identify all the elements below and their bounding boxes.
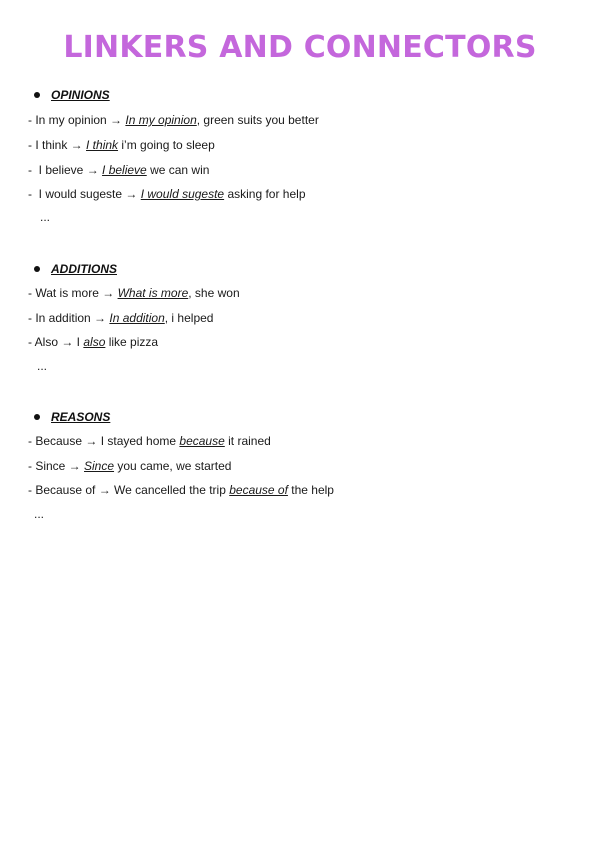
bullet-icon [34, 266, 40, 272]
ellipsis: ... [40, 210, 51, 224]
item-prefix: - Since → [28, 459, 85, 473]
list-item [28, 433, 271, 449]
item-example: What is more [117, 286, 189, 300]
item-prefix: - Because of → We cancelled the trip [28, 483, 230, 497]
item-example: Since [84, 459, 115, 473]
item-prefix: - I think → [28, 138, 87, 152]
item-example: because of [229, 483, 288, 497]
item-example: I think [86, 138, 119, 152]
item-example: because [179, 434, 225, 448]
item-prefix: - Because → I stayed home [28, 434, 180, 448]
item-suffix: , i helped [164, 311, 214, 325]
item-suffix: i’m going to sleep [118, 138, 215, 152]
item-example: also [83, 335, 106, 349]
item-suffix: like pizza [105, 335, 159, 349]
item-prefix: - Wat is more → [28, 286, 118, 300]
ellipsis: ... [34, 507, 45, 521]
section-heading-row [34, 408, 110, 426]
section-heading: REASONS [51, 410, 111, 424]
list-item [28, 186, 306, 202]
item-suffix: you came, we started [114, 459, 232, 473]
bullet-icon [34, 414, 40, 420]
item-example: In addition [109, 311, 165, 325]
list-item [28, 310, 213, 326]
item-suffix: it rained [224, 434, 271, 448]
list-item [28, 458, 231, 474]
item-example: In my opinion [125, 113, 197, 127]
item-prefix: - I would sugeste → [28, 187, 141, 201]
item-suffix: asking for help [224, 187, 306, 201]
list-item [28, 482, 334, 498]
item-prefix: - I believe → [28, 163, 103, 177]
list-item [28, 162, 209, 178]
page-title: LINKERS AND CONNECTORS [63, 30, 537, 65]
section-heading-row [34, 86, 110, 104]
section-heading: OPINIONS [51, 88, 110, 102]
list-item [28, 285, 240, 301]
section-heading-row [34, 260, 117, 278]
section-heading: ADDITIONS [51, 262, 117, 276]
item-example: I believe [102, 163, 147, 177]
item-suffix: we can win [146, 163, 210, 177]
ellipsis: ... [37, 359, 48, 373]
item-suffix: , green suits you better [196, 113, 319, 127]
item-example: I would sugeste [140, 187, 225, 201]
item-prefix: - In my opinion → [28, 113, 126, 127]
item-prefix: - Also → I [28, 335, 84, 349]
list-item [28, 112, 319, 128]
list-item [28, 137, 215, 153]
bullet-icon [34, 92, 40, 98]
item-suffix: the help [287, 483, 334, 497]
item-prefix: - In addition → [28, 311, 110, 325]
list-item [28, 334, 158, 350]
item-suffix: , she won [188, 286, 240, 300]
